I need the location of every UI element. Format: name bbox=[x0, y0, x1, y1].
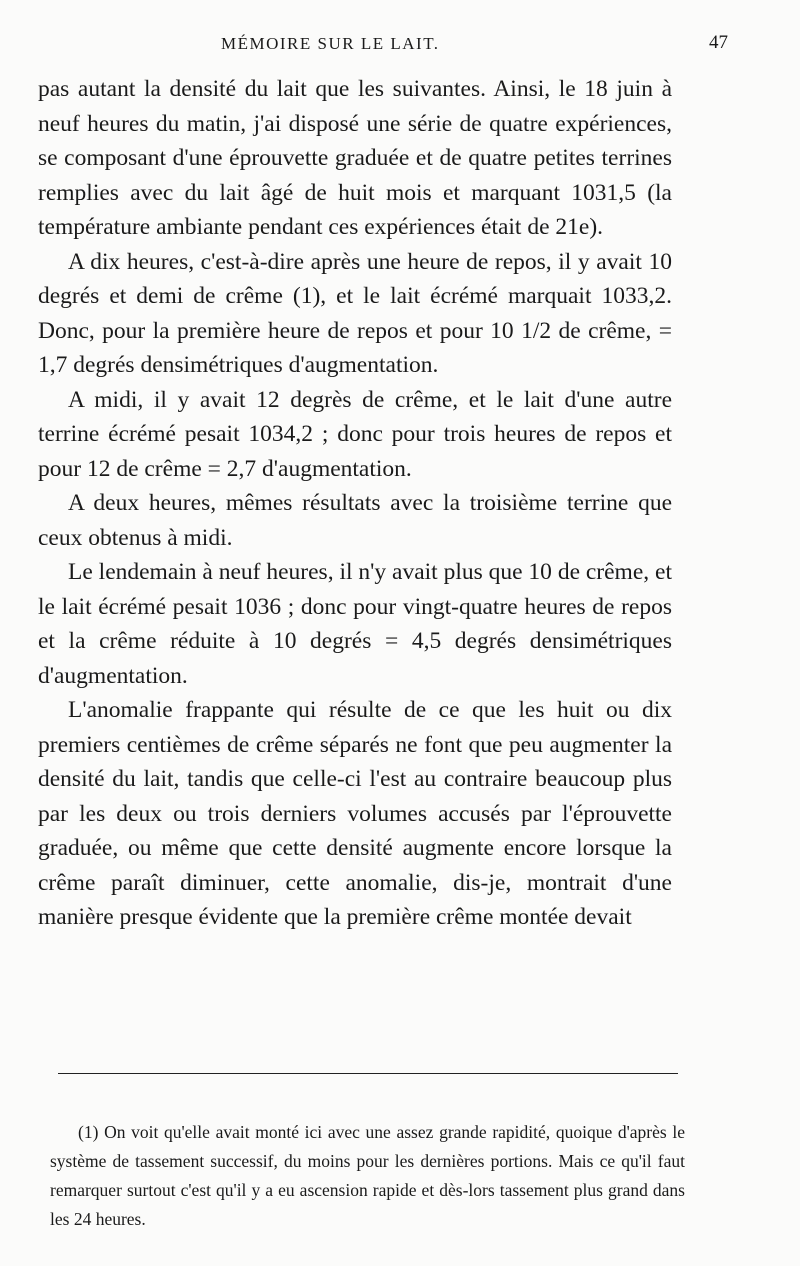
footnote-text: (1) On voit qu'elle avait monté ici avec une assez grande rapidité, quoique d'après le système de tassement successif, du moins pour les dernières portions. Mais ce qu'il faut remarquer surtout c'est qu'il y a eu ascension rapide et dès-lors tassement plus grand dans les 24 heures. bbox=[50, 1122, 685, 1229]
paragraph: pas autant la densité du lait que les suivantes. Ainsi, le 18 juin à neuf heures du matin, j'ai disposé une série de quatre expériences, se composant d'une éprouvette graduée et de quatre petites terrines remplies avec du lait âgé de huit mois et marquant 1031,5 (la température ambiante pendant ces expériences était de 21e). bbox=[38, 76, 672, 240]
page-number: 47 bbox=[709, 32, 728, 53]
running-title: MÉMOIRE SUR LE LAIT. bbox=[221, 34, 440, 53]
running-head bbox=[36, 34, 736, 64]
paragraph: L'anomalie frappante qui résulte de ce que les huit ou dix premiers centièmes de crême séparés ne font que peu augmenter la densité du lait, tandis que celle-ci l'est au contraire beaucoup plus par les deux ou trois derniers volumes accusés par l'éprouvette graduée, ou même que cette densité augmente encore lorsque la crême paraît diminuer, cette anomalie, dis-je, montrait d'une manière presque évidente que la première crême montée devait bbox=[38, 697, 672, 930]
footnote-divider bbox=[58, 1073, 678, 1074]
paragraph: A dix heures, c'est-à-dire après une heure de repos, il y avait 10 degrés et demi de crême (1), et le lait écrémé marquait 1033,2. Donc, pour la première heure de repos et pour 10 1/2 de crême, = 1,7 degrés densimétriques d'augmentation. bbox=[38, 248, 672, 378]
paragraph: A midi, il y avait 12 degrès de crême, et le lait d'une autre terrine écrémé pesait 1034,2 ; donc pour trois heures de repos et pour 12 de crême = 2,7 d'augmentation. bbox=[38, 386, 672, 482]
body-text bbox=[38, 72, 672, 935]
paragraph: A deux heures, mêmes résultats avec la troisième terrine que ceux obtenus à midi. bbox=[38, 490, 672, 551]
footnote bbox=[50, 1118, 685, 1234]
paragraph: Le lendemain à neuf heures, il n'y avait plus que 10 de crême, et le lait écrémé pesait 1036 ; donc pour vingt-quatre heures de repos et la crême réduite à 10 degrés = 4,5 degrés densimétriques d'augmentation. bbox=[38, 559, 672, 689]
